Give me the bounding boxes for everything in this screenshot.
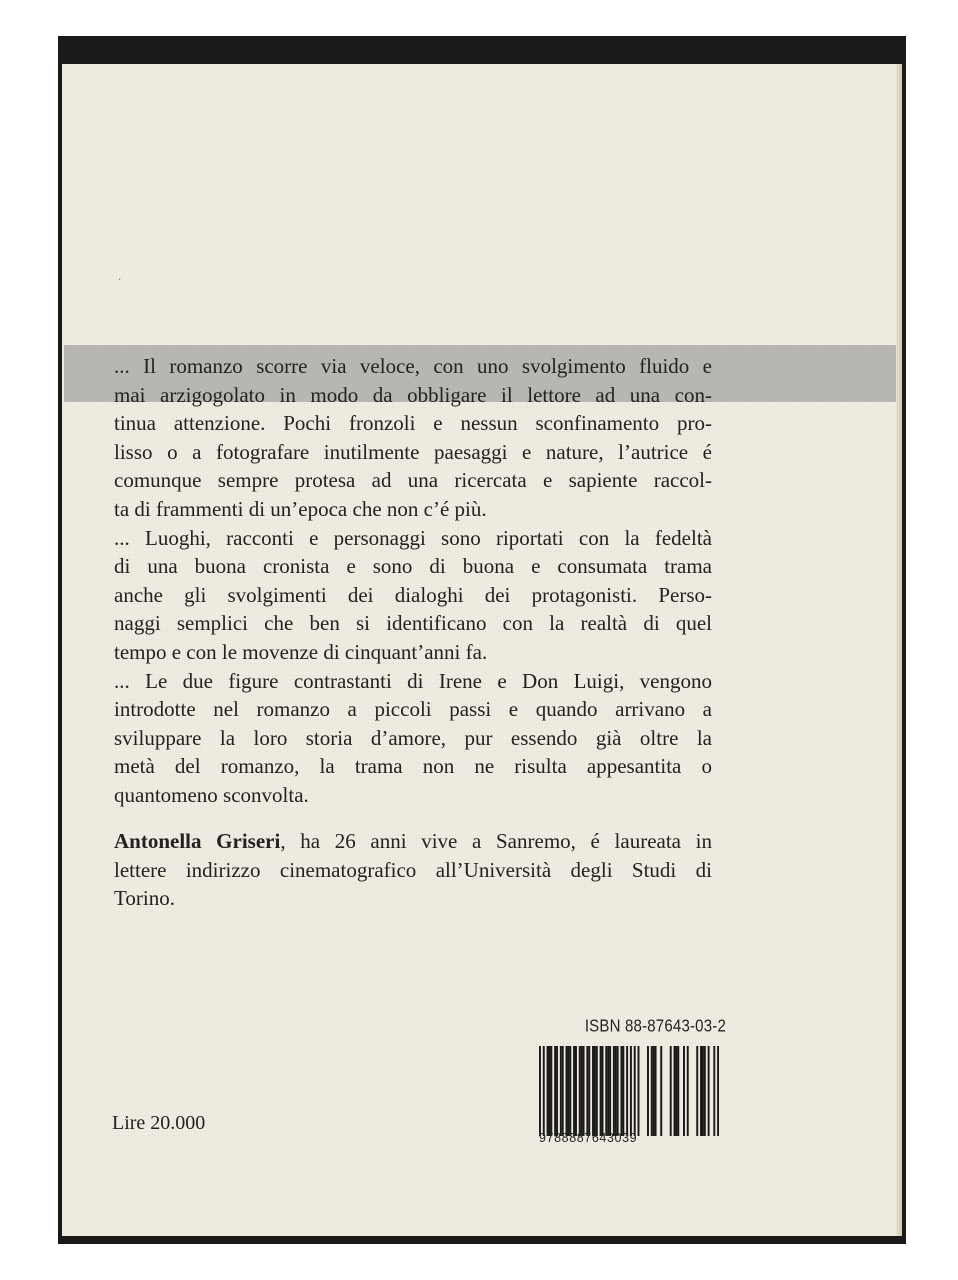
barcode-bar	[647, 1046, 649, 1136]
barcode-bar	[566, 1046, 568, 1136]
blurb-line: ... Il romanzo scorre via veloce, con uno svolgimento fluido e	[114, 354, 712, 378]
barcode-bar	[573, 1046, 575, 1136]
barcode-bar	[717, 1046, 719, 1136]
barcode-bar	[556, 1046, 558, 1136]
barcode-bar	[634, 1046, 636, 1136]
barcode-bar	[579, 1046, 581, 1136]
barcode-bar	[569, 1046, 571, 1136]
blurb-paragraph-2	[114, 524, 712, 667]
barcode-bar	[655, 1046, 657, 1136]
barcode-bar	[560, 1046, 562, 1136]
barcode-bar	[543, 1046, 545, 1136]
blurb-line: comunque sempre protesa ad una ricercata e sapiente raccol-	[114, 468, 712, 493]
barcode-bar	[630, 1046, 632, 1136]
barcode-bar	[674, 1046, 676, 1136]
barcode-bar	[596, 1046, 598, 1136]
barcode-bar	[622, 1046, 624, 1136]
barcode-bar	[602, 1046, 604, 1136]
blurb-line: di una buona cronista e sono di buona e consumata trama	[114, 554, 712, 579]
barcode-bar	[696, 1046, 698, 1136]
barcode-bar	[702, 1046, 704, 1136]
barcode-number: 9788887643039	[539, 1131, 638, 1145]
blurb-line: mai arzigogolato in modo da obbligare il lettore ad una con-	[114, 382, 712, 407]
author-bio-line-3: Torino.	[114, 886, 175, 911]
barcode-bar	[583, 1046, 585, 1136]
author-bio-text: , ha 26 anni vive a Sanremo, é laureata in	[280, 829, 712, 853]
barcode-bar	[615, 1046, 617, 1136]
barcode-bar	[539, 1046, 541, 1136]
barcode-bar	[567, 1046, 569, 1136]
blurb-line: ... Luoghi, racconti e personaggi sono riportati con la fedeltà	[114, 525, 712, 550]
barcode-bar	[613, 1046, 615, 1136]
barcode-bar	[609, 1046, 611, 1136]
barcode-bar	[617, 1046, 619, 1136]
blurb-line: ... Le due figure contrastanti di Irene e Don Luigi, vengono	[114, 668, 712, 693]
blurb-line: naggi semplici che ben si identificano con la realtà di quel	[114, 611, 712, 636]
barcode-bar	[581, 1046, 583, 1136]
blurb-line: introdotte nel romanzo a piccoli passi e quando arrivano a	[114, 697, 712, 722]
barcode-bar	[562, 1046, 564, 1136]
barcode-bar	[638, 1046, 640, 1136]
blurb-line: anche gli svolgimenti dei dialoghi dei protagonisti. Perso-	[114, 582, 712, 607]
barcode-bar	[588, 1046, 590, 1136]
barcode-bar	[620, 1046, 622, 1136]
price-label: Lire 20.000	[112, 1112, 206, 1134]
barcode-bar	[575, 1046, 577, 1136]
barcode-image	[539, 1046, 719, 1136]
blurb-line: lisso o a fotografare inutilmente paesaggi e nature, l’autrice é	[114, 439, 712, 464]
barcode-bar	[700, 1046, 702, 1136]
barcode-bar	[660, 1046, 662, 1136]
barcode-bar	[670, 1046, 672, 1136]
cover-speck-mark: ´	[118, 278, 122, 289]
barcode-bar	[548, 1046, 550, 1136]
author-bio-line-2: lettere indirizzo cinematografico all’Università degli Studi di	[114, 857, 712, 882]
isbn-label: ISBN 88-87643-03-2	[584, 1016, 726, 1037]
barcode-bar	[687, 1046, 689, 1136]
author-name: Antonella Griseri	[114, 829, 281, 853]
barcode-bar	[653, 1046, 655, 1136]
author-bio-line-1	[114, 827, 712, 856]
barcode-bar	[586, 1046, 588, 1136]
barcode-bar	[651, 1046, 653, 1136]
barcode-bar	[713, 1046, 715, 1136]
blurb-line: metà del romanzo, la trama non ne risulta appesantita o	[114, 754, 712, 779]
barcode-bar	[704, 1046, 706, 1136]
barcode-bar	[554, 1046, 556, 1136]
barcode-bar	[675, 1046, 677, 1136]
barcode-bar	[626, 1046, 628, 1136]
blurb-line: tinua attenzione. Pochi fronzoli e nessun sconfinamento pro-	[114, 411, 712, 436]
barcode-bar	[592, 1046, 594, 1136]
barcode-bar	[547, 1046, 549, 1136]
barcode-bar	[594, 1046, 596, 1136]
blurb-line: sviluppare la loro storia d’amore, pur essendo già oltre la	[114, 725, 712, 750]
blurb-line: tempo e con le movenze di cinquant’anni fa.	[114, 639, 488, 664]
barcode-bar	[600, 1046, 602, 1136]
author-bio	[114, 827, 712, 913]
blurb-paragraph-3	[114, 667, 712, 810]
blurb-line: ta di frammenti di un’epoca che non c’é più.	[114, 496, 487, 521]
barcode-bar	[607, 1046, 609, 1136]
barcode-bar	[708, 1046, 710, 1136]
blurb-line: quantomeno sconvolta.	[114, 782, 309, 807]
blurb-text	[114, 352, 712, 810]
blurb-paragraph-1	[114, 352, 712, 524]
barcode-bar	[605, 1046, 607, 1136]
cover-page-edge	[896, 64, 902, 1236]
barcode-bar	[677, 1046, 679, 1136]
barcode-bar	[550, 1046, 552, 1136]
barcode-bar	[683, 1046, 685, 1136]
